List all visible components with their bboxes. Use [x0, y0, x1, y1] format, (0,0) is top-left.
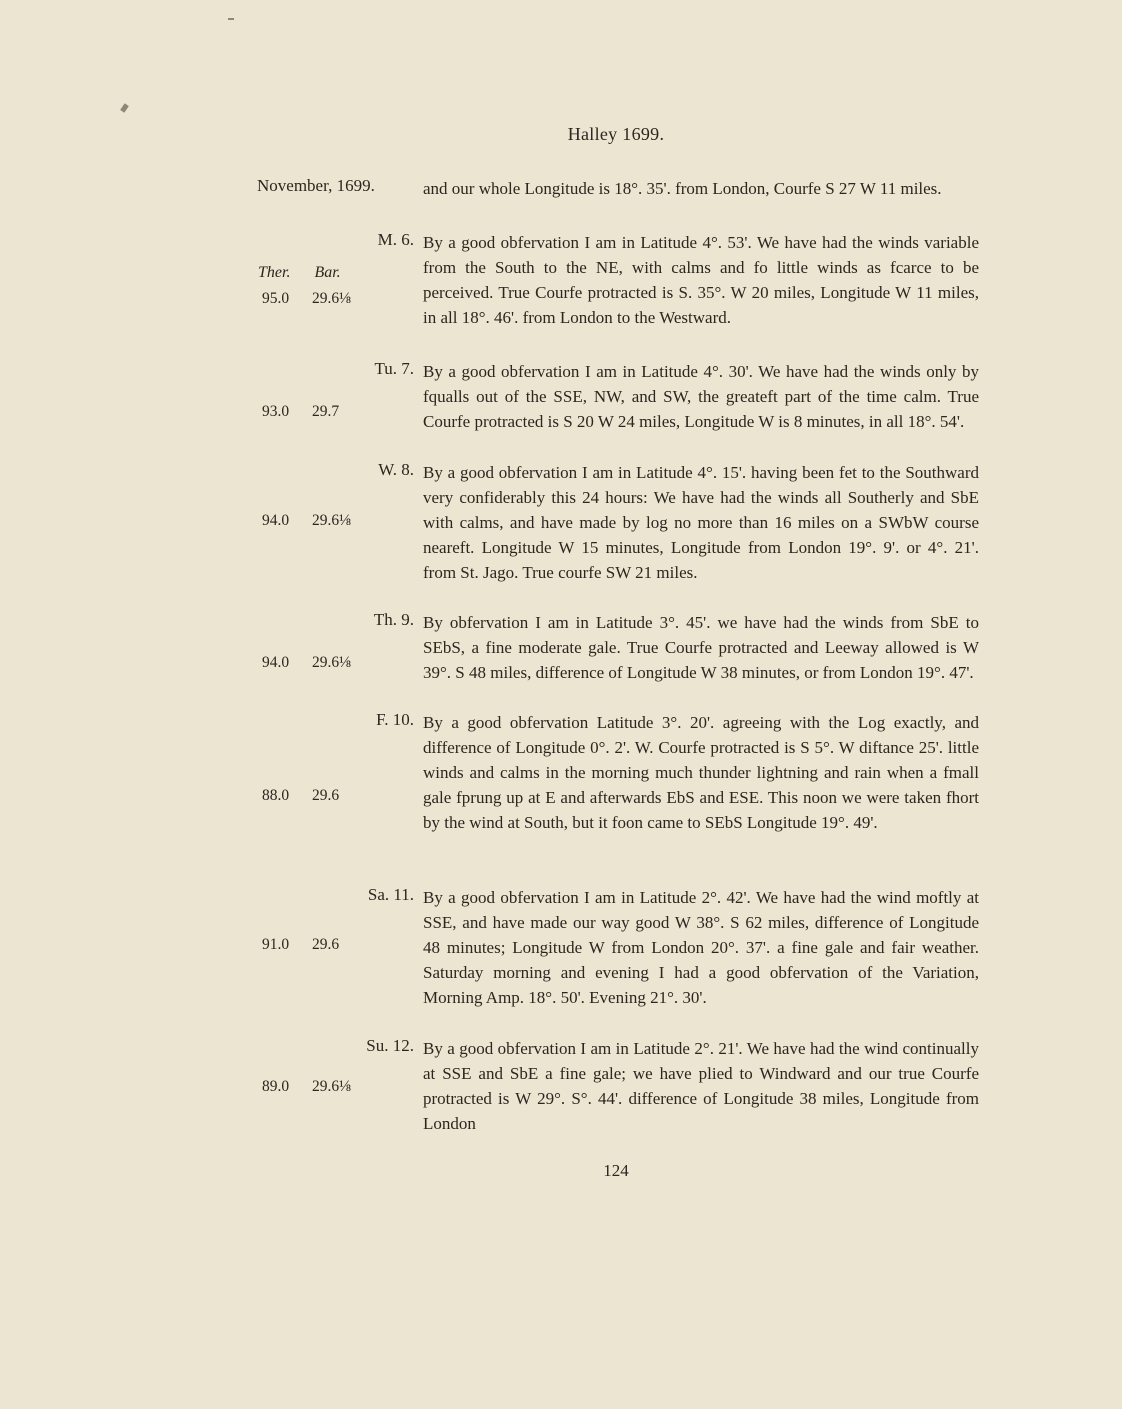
ink-speck	[228, 18, 234, 20]
bar-value: 29.6⅛	[312, 512, 351, 529]
running-head: Halley 1699.	[567, 124, 665, 144]
bar-value: 29.6⅛	[312, 654, 351, 671]
log-entry: By a good obfervation I am in Latitude 4°. 30'. We have had the winds only by fqualls out of the SSE, NW, and SW, the greateft part of the time calm. True Courfe protracted is S 20 W 24 miles, Longitude W is 8 minutes, in all 18°. 54'.	[423, 362, 979, 431]
bar-value: 29.6	[312, 936, 340, 953]
weather-reading	[262, 512, 351, 530]
day-label: Su. 12.	[366, 1036, 414, 1055]
ther-header: Ther.	[258, 264, 291, 281]
day-label: Tu. 7.	[374, 359, 414, 378]
weather-reading	[262, 654, 351, 672]
weather-reading	[262, 1078, 351, 1096]
bar-header: Bar.	[314, 264, 341, 281]
bar-value: 29.6	[312, 787, 340, 804]
day-label: Th. 9.	[373, 610, 414, 629]
ther-value: 88.0	[262, 787, 290, 804]
page-number: 124	[603, 1161, 629, 1180]
log-entry: By obfervation I am in Latitude 3°. 45'. we have had the winds from SbE to SEbS, a fine moderate gale. True Courfe protracted and Leeway allowed is W 39°. S 48 miles, difference of Longitude W 38 minutes, or from London 19°. 47'.	[423, 613, 979, 682]
day-label: Sa. 11.	[367, 885, 414, 904]
opening-text: and our whole Longitude is 18°. 35'. from London, Courfe S 27 W 11 miles.	[423, 179, 942, 198]
ink-speck	[120, 103, 129, 112]
log-entry: By a good obfervation Latitude 3°. 20'. agreeing with the Log exactly, and difference of Longitude 0°. 2'. W. Courfe protracted is S 5°. W diftance 25'. little winds and calms in the morning much thunder lightning and rain when a fmall gale fprung up at E and afterwards EbS and ESE. This noon we were taken fhort by the wind at South, but it foon came to SEbS Longitude 19°. 49'.	[423, 713, 979, 832]
ther-value: 91.0	[262, 936, 290, 953]
bar-value: 29.6⅛	[312, 1078, 351, 1095]
bar-value: 29.6⅛	[312, 290, 351, 307]
ther-value: 94.0	[262, 512, 290, 529]
ther-value: 95.0	[262, 290, 290, 307]
day-label: W. 8.	[378, 460, 414, 479]
ther-value: 94.0	[262, 654, 290, 671]
ther-value: 93.0	[262, 403, 290, 420]
day-label: F. 10.	[376, 710, 414, 729]
log-entry: By a good obfervation I am in Latitude 4°. 53'. We have had the winds variable from the South to the NE, with calms and fo little winds as fcarce to be perceived. True Courfe protracted is S. 35°. W 20 miles, Longitude W 11 miles, in all 18°. 46'. from London to the Westward.	[423, 233, 979, 327]
day-label: M. 6.	[377, 230, 414, 249]
column-headers	[258, 264, 341, 282]
date-heading: November, 1699.	[257, 176, 375, 195]
bar-value: 29.7	[312, 403, 340, 420]
weather-reading	[262, 787, 339, 805]
log-entry: By a good obfervation I am in Latitude 2°. 21'. We have had the wind continually at SSE and SbE a fine gale; we have plied to Windward and our true Courfe protracted is W 29°. S°. 44'. difference of Longitude 38 miles, Longitude from London	[423, 1039, 979, 1133]
weather-reading	[262, 936, 339, 954]
log-entry: By a good obfervation I am in Latitude 2°. 42'. We have had the wind moftly at SSE, and have made our way good W 38°. S 62 miles, difference of Longitude 48 minutes; Longitude W from London 20°. 37'. a fine gale and fair weather. Saturday morning and evening I had a good obfervation of the Variation, Morning Amp. 18°. 50'. Evening 21°. 30'.	[423, 888, 979, 1007]
ther-value: 89.0	[262, 1078, 290, 1095]
weather-reading	[262, 290, 351, 308]
log-entry: By a good obfervation I am in Latitude 4°. 15'. having been fet to the Southward very confiderably this 24 hours: We have had the winds all Southerly and SbE with calms, and have made by log no more than 16 miles on a SWbW course neareft. Longitude W 15 minutes, Longitude from London 19°. 9'. or 4°. 21'. from St. Jago. True courfe SW 21 miles.	[423, 463, 979, 582]
weather-reading	[262, 403, 339, 421]
